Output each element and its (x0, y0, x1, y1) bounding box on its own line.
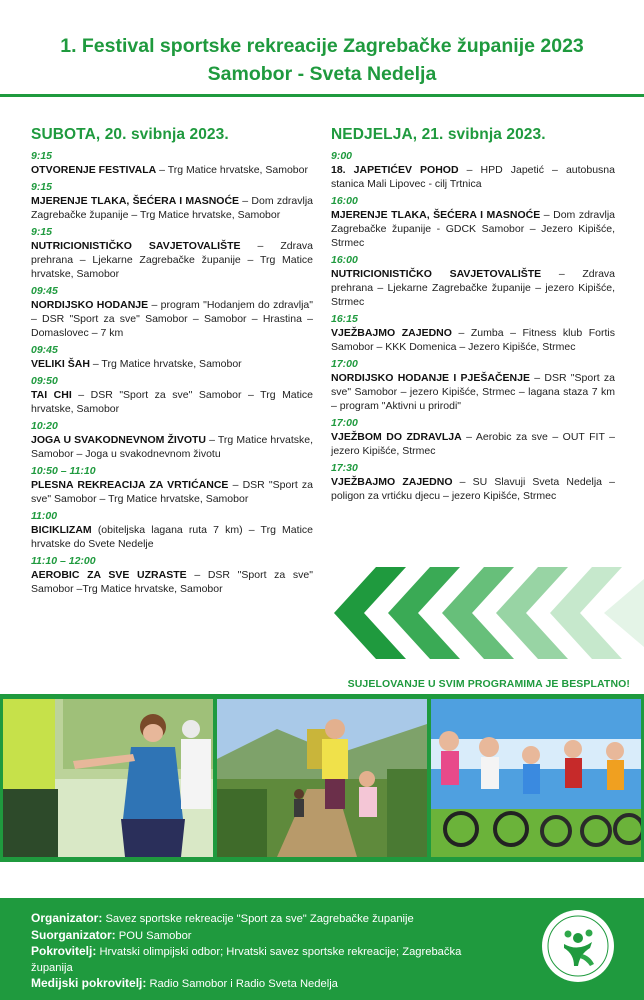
schedule-item (331, 150, 615, 191)
media-line (31, 976, 501, 993)
schedule-item (331, 462, 615, 503)
event-time: 10:20 (31, 420, 58, 432)
event-description (331, 208, 615, 250)
sport-za-sve-logo (540, 908, 616, 984)
event-time: 09:45 (31, 285, 58, 297)
sponsor-line (31, 944, 501, 976)
event-time: 11:00 (31, 510, 58, 522)
event-details: – program "Hodanjem do zdravlja" – DSR "Sport za sve" Samobor – Samobor – Hrastina – Domaslovec – 7 km (31, 299, 313, 339)
schedule-item (31, 420, 313, 461)
event-description (331, 371, 615, 413)
tai-chi-photo (3, 699, 213, 857)
event-details: – Zdrava prehrana – Ljekarne Zagrebačke županije – jezero Kipišće, Strmec (331, 268, 615, 308)
sponsor-label: Pokrovitelj: (31, 944, 97, 959)
event-name: OTVORENJE FESTIVALA (31, 164, 157, 176)
event-name: VJEŽBAJMO ZAJEDNO (331, 476, 453, 488)
hiking-photo (217, 699, 427, 857)
event-details: – DSR "Sport za sve" Samobor –Trg Matice hrvatske, Samobor (31, 569, 313, 595)
event-description (31, 523, 313, 551)
event-name: AEROBIC ZA SVE UZRASTE (31, 569, 187, 581)
event-description (331, 267, 615, 309)
saturday-title: SUBOTA, 20. svibnja 2023. (31, 126, 229, 143)
event-name: VJEŽBAJMO ZAJEDNO (331, 327, 452, 339)
event-details: – Trg Matice hrvatske, Samobor (156, 164, 308, 176)
schedule-item (331, 195, 615, 250)
cycling-kids-photo (431, 699, 641, 857)
event-name: MJERENJE TLAKA, ŠEĆERA I MASNOĆE (331, 209, 541, 221)
event-description (31, 298, 313, 340)
event-details: – SU Slavuji Sveta Nedelja – poligon za vrtićku djecu – jezero Kipišće, Strmec (331, 476, 615, 502)
event-name: 18. JAPETIĆEV POHOD (331, 164, 459, 176)
media-value: Radio Samobor i Radio Sveta Nedelja (146, 978, 338, 991)
chevron-arrows-graphic (334, 567, 644, 659)
event-time: 10:50 – 11:10 (31, 465, 96, 477)
event-name: MJERENJE TLAKA, ŠEĆERA I MASNOĆE (31, 195, 240, 207)
event-time: 16:00 (331, 195, 358, 207)
coorganizer-value: POU Samobor (115, 929, 192, 942)
coorganizer-line (31, 928, 501, 945)
schedule-item (31, 285, 313, 340)
event-time: 17:00 (331, 417, 358, 429)
page-header (0, 0, 644, 96)
festival-location: Samobor - Sveta Nedelja (207, 63, 437, 85)
event-details: – DSR "Sport za sve" Samobor – Trg Matice hrvatske, Samobor (31, 479, 313, 505)
event-time: 9:00 (331, 150, 353, 162)
event-time: 17:30 (331, 462, 358, 474)
event-time: 09:45 (31, 344, 58, 356)
free-participation-notice: SUJELOVANJE U SVIM PROGRAMIMA JE BESPLATNO! (347, 678, 630, 690)
header-divider (0, 94, 644, 97)
event-time: 9:15 (31, 226, 53, 238)
event-description (31, 194, 313, 222)
schedule-item (331, 358, 615, 413)
organizer-value: Savez sportske rekreacije "Sport za sve" Zagrebačke županije (102, 913, 414, 925)
event-time: 11:10 – 12:00 (31, 555, 96, 567)
coorganizer-label: Suorganizator: (31, 927, 116, 942)
event-name: BICIKLIZAM (31, 524, 92, 536)
event-name: JOGA U SVAKODNEVNOM ŽIVOTU (31, 434, 207, 446)
schedule-item (31, 375, 313, 416)
event-details: – Dom zdravlja Zagrebačke županije – Trg Matice hrvatske, Samobor (31, 195, 314, 221)
event-name: NUTRICIONISTIČKO SAVJETOVALIŠTE (331, 268, 542, 280)
event-time: 9:15 (31, 181, 53, 193)
schedule-item (31, 150, 313, 177)
event-description (31, 478, 313, 506)
event-description (31, 239, 313, 281)
schedule-item (31, 510, 313, 551)
event-description (331, 475, 615, 503)
event-details: – Dom zdravlja Zagrebačke županije - GDCK Samobor – Jezero Kipišće, Strmec (331, 209, 615, 249)
event-time: 16:00 (331, 254, 358, 266)
event-description (31, 568, 313, 596)
schedule-item (31, 226, 313, 281)
event-name: TAI CHI (31, 389, 72, 401)
sunday-title: NEDJELJA, 21. svibnja 2023. (331, 126, 546, 143)
event-description (31, 388, 313, 416)
saturday-schedule (31, 126, 313, 600)
sponsors-footer (0, 898, 644, 1000)
organizer-line (31, 911, 501, 928)
event-description (331, 163, 615, 191)
event-name: NORDIJSKO HODANJE (31, 299, 149, 311)
event-name: NUTRICIONISTIČKO SAVJETOVALIŠTE (31, 240, 241, 252)
event-name: VELIKI ŠAH (31, 358, 90, 370)
sponsor-value: Hrvatski olimpijski odbor; Hrvatski savez sportske rekreacije; Zagrebačka županija (31, 946, 462, 974)
event-time: 17:00 (331, 358, 358, 370)
schedule-item (331, 254, 615, 309)
event-description (331, 430, 615, 458)
event-details: – Zumba – Fitness klub Fortis Samobor – KKK Domenica – Jezero Kipišće, Strmec (331, 327, 615, 353)
photo-strip (0, 694, 644, 862)
schedule-item (31, 181, 313, 222)
event-details: – Aerobic za sve – OUT FIT – jezero Kipišće, Strmec (331, 431, 615, 457)
event-time: 09:50 (31, 375, 58, 387)
schedule-item (31, 555, 313, 596)
event-description (31, 433, 313, 461)
organizer-label: Organizator: (31, 911, 103, 925)
schedule-item (31, 465, 313, 506)
event-description (331, 326, 615, 354)
schedule-item (331, 417, 615, 458)
schedule-item (31, 344, 313, 371)
event-description (31, 163, 313, 177)
event-details: – Zdrava prehrana – Ljekarne Zagrebačke županije – Trg Matice hrvatske, Samobor (31, 240, 314, 280)
event-details: (obiteljska lagana ruta 7 km) – Trg Matice hrvatske do Svete Nedelje (31, 524, 313, 550)
media-label: Medijski pokrovitelj: (31, 976, 147, 991)
schedule-item (331, 313, 615, 354)
sunday-schedule (331, 126, 615, 507)
event-description (31, 357, 313, 371)
event-details: – Trg Matice hrvatske, Samobor (89, 358, 242, 370)
event-name: NORDIJSKO HODANJE I PJEŠAČENJE (331, 372, 530, 384)
event-details: – HPD Japetić – autobusna stanica Mali Lipovec - cilj Trtnica (331, 164, 615, 190)
event-time: 16:15 (331, 313, 358, 325)
event-details: – DSR "Sport za sve" Samobor – jezero Kipišće, Strmec – lagana staza 7 km – program "Aktivni u prirodi" (331, 372, 615, 412)
event-details: – Trg Matice hrvatske, Samobor – Joga u svakodnevnom životu (31, 434, 313, 460)
festival-title: 1. Festival sportske rekreacije Zagrebačke županije 2023 (60, 35, 584, 57)
event-name: VJEŽBOM DO ZDRAVLJA (331, 431, 462, 443)
event-name: PLESNA REKREACIJA ZA VRTIĆANCE (31, 479, 229, 491)
sponsor-lines (31, 911, 501, 993)
event-time: 9:15 (31, 150, 53, 162)
event-details: – DSR "Sport za sve" Samobor – Trg Matice hrvatske, Samobor (31, 389, 313, 415)
